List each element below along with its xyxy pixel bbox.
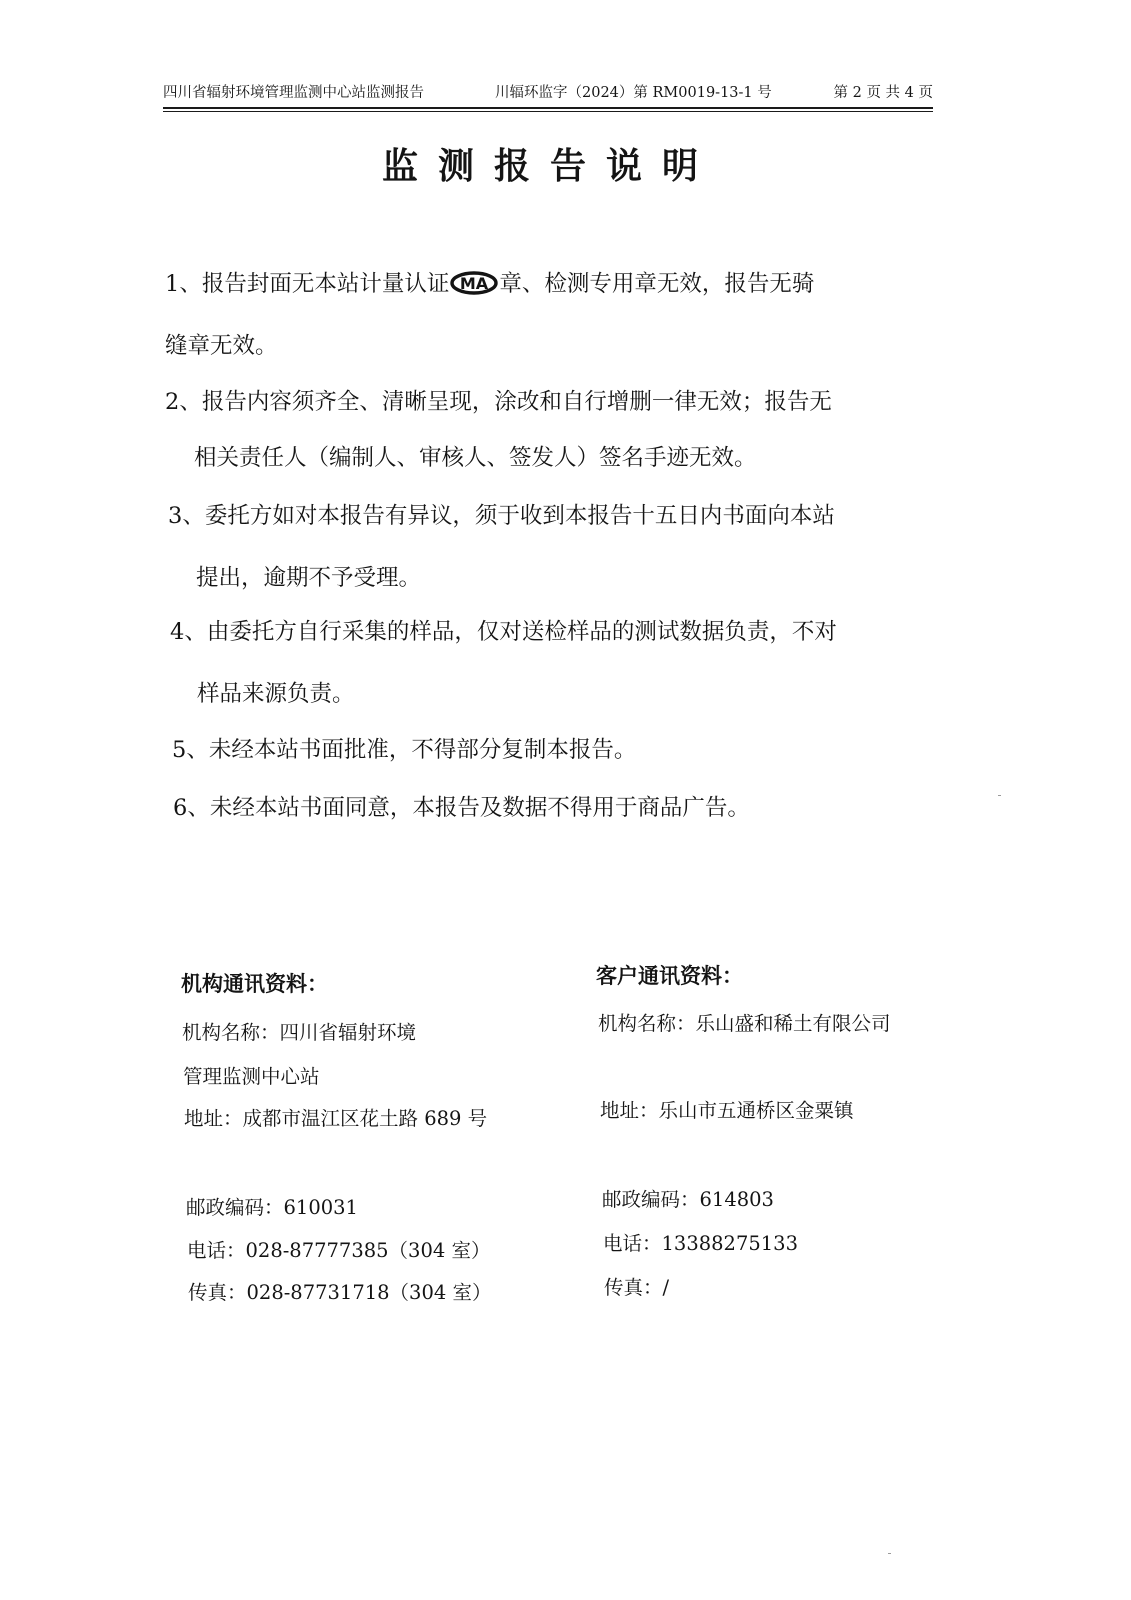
client-postcode: 邮政编码：614803 <box>602 1188 774 1211</box>
header-rule-thin <box>163 111 933 112</box>
header-rule <box>163 107 933 109</box>
note-1-suffix: 章、检测专用章无效，报告无骑 <box>499 271 815 297</box>
note-2-line-2: 相关责任人（编制人、审核人、签发人）签名手迹无效。 <box>194 445 757 471</box>
note-4-line-2: 样品来源负责。 <box>197 681 355 707</box>
note-1-prefix: 1、报告封面无本站计量认证 <box>165 271 450 297</box>
client-address: 地址：乐山市五通桥区金粟镇 <box>600 1099 854 1122</box>
note-3-line-2: 提出，逾期不予受理。 <box>196 565 422 591</box>
note-3-line-1: 3、委托方如对本报告有异议，须于收到本报告十五日内书面向本站 <box>168 503 835 529</box>
institution-name-line-2: 管理监测中心站 <box>183 1065 320 1088</box>
note-5-line-1: 5、未经本站书面批准，不得部分复制本报告。 <box>172 737 637 763</box>
institution-name-line-1: 机构名称：四川省辐射环境 <box>182 1021 417 1044</box>
cma-logo-text: MA <box>460 274 489 293</box>
running-header <box>163 80 933 106</box>
institution-address: 地址：成都市温江区花土路 689 号 <box>184 1107 488 1130</box>
page-title: 监测报告说明 <box>381 146 718 187</box>
note-4-line-1: 4、由委托方自行采集的样品，仅对送检样品的测试数据负责，不对 <box>170 619 837 645</box>
header-page-number: 第 2 页 共 4 页 <box>833 85 933 101</box>
client-phone: 电话：13388275133 <box>603 1232 798 1255</box>
note-6-line-1: 6、未经本站书面同意，本报告及数据不得用于商品广告。 <box>173 795 750 821</box>
institution-postcode: 邮政编码：610031 <box>186 1196 358 1219</box>
note-1-line-1 <box>165 268 814 300</box>
institution-fax: 传真：028-87731718（304 室） <box>188 1281 492 1304</box>
institution-phone: 电话：028-87777385（304 室） <box>187 1239 491 1262</box>
header-report-number: 川辐环监字（2024）第 RM0019-13-1 号 <box>495 85 772 101</box>
note-1-line-2: 缝章无效。 <box>165 333 278 359</box>
cma-logo-icon <box>450 271 498 295</box>
header-org: 四川省辐射环境管理监测中心站监测报告 <box>163 85 424 101</box>
client-heading: 客户通讯资料： <box>596 964 743 988</box>
note-2-line-1: 2、报告内容须齐全、清晰呈现，涂改和自行增删一律无效；报告无 <box>165 389 832 415</box>
client-name: 机构名称：乐山盛和稀土有限公司 <box>598 1012 891 1035</box>
institution-heading: 机构通讯资料： <box>181 972 328 996</box>
client-fax: 传真：/ <box>604 1276 670 1299</box>
scan-speck <box>888 1553 891 1554</box>
scan-speck <box>998 795 1001 796</box>
